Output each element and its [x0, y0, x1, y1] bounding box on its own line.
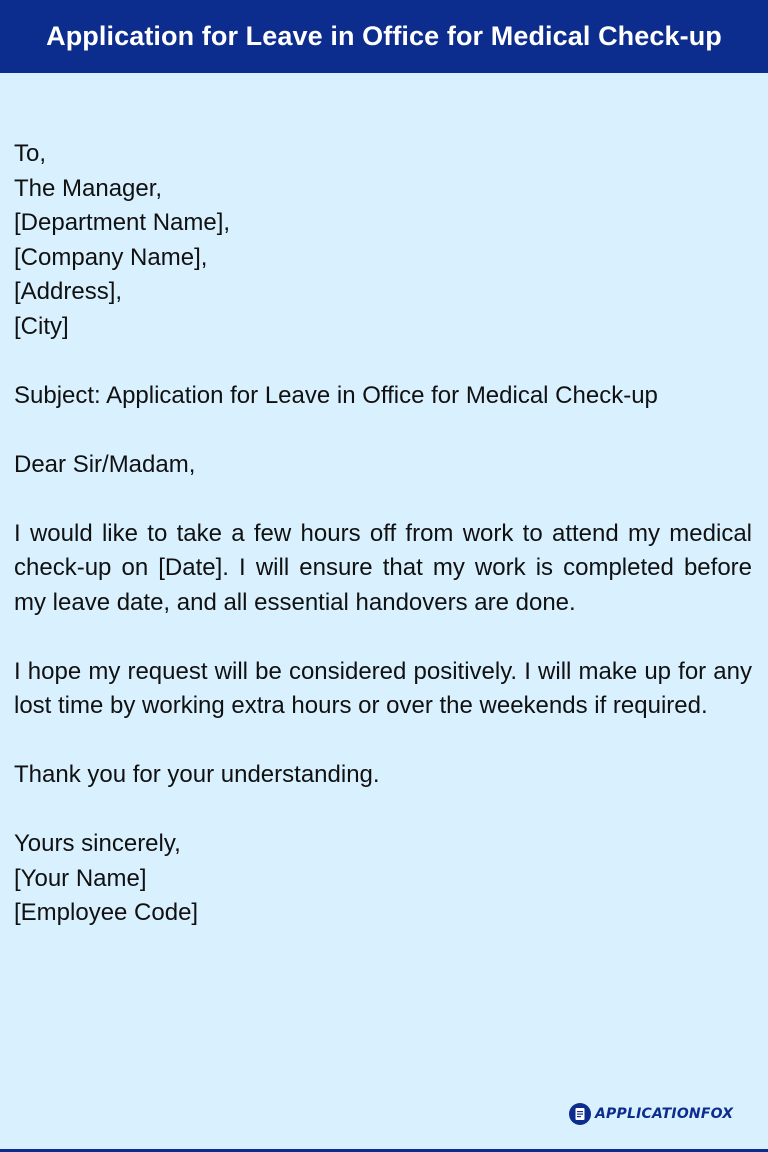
- closing-line: [Your Name]: [14, 864, 147, 892]
- body-paragraph: Thank you for your understanding.: [14, 761, 380, 788]
- body-paragraph: I hope my request will be considered positively. I will make up for any lost time by working extra hours or over the weekends if required.: [14, 657, 752, 719]
- closing: [14, 827, 752, 931]
- subject-text: Subject: Application for Leave in Office for Medical Check-up: [14, 381, 658, 409]
- document-icon: [569, 1103, 591, 1125]
- address-line: [City]: [14, 312, 69, 340]
- header-banner: [0, 0, 768, 73]
- body-paragraph: I would like to take a few hours off from work to attend my medical check-up on [Date]. I will ensure that my work is completed before my leave date, and all essential handovers are done.: [14, 519, 752, 616]
- salutation-text: Dear Sir/Madam,: [14, 450, 196, 478]
- applicationfox-logo: [569, 1103, 733, 1125]
- salutation: [14, 448, 752, 483]
- recipient-address: [14, 137, 752, 344]
- closing-line: Yours sincerely,: [14, 830, 181, 857]
- address-line: The Manager,: [14, 174, 163, 202]
- address-line: [Company Name],: [14, 243, 208, 271]
- logo-text: APPLICATIONFOX: [595, 1106, 734, 1122]
- address-line: To,: [14, 140, 47, 167]
- letter-body: [14, 137, 752, 965]
- address-line: [Address],: [14, 278, 123, 305]
- address-line: [Department Name],: [14, 209, 231, 236]
- closing-line: [Employee Code]: [14, 899, 199, 926]
- subject-line: [14, 379, 752, 414]
- page-title: Application for Leave in Office for Medical Check-up: [46, 21, 722, 51]
